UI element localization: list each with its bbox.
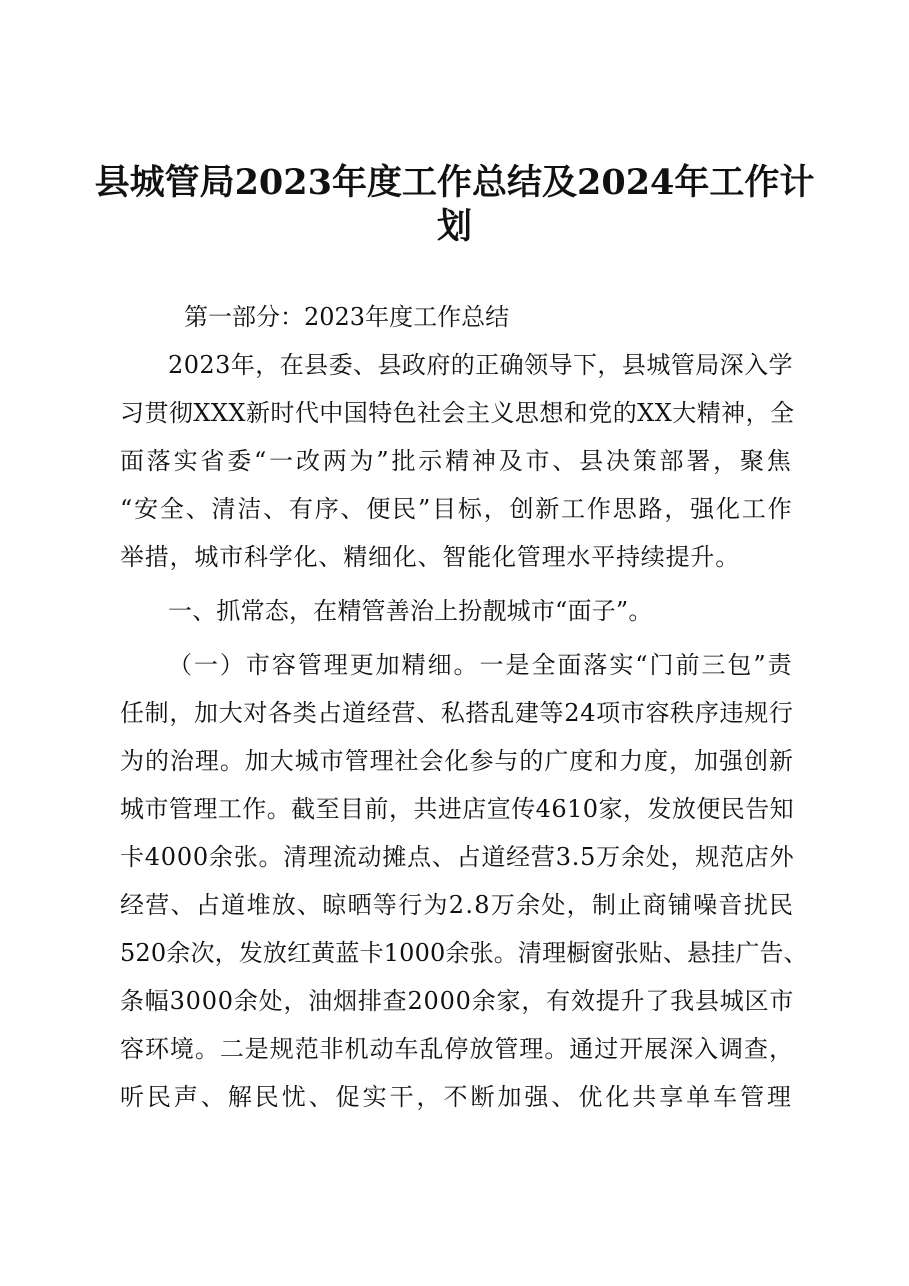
body-line-3: 为的治理。加大城市管理社会化参与的广度和力度，加强创新 xyxy=(120,747,794,775)
body-line-5: 卡4000余张。清理流动摊点、占道经营3.5万余处，规范店外 xyxy=(120,843,795,871)
body-line-1: （一）市容管理更加精细。一是全面落实“门前三包”责 xyxy=(168,651,794,679)
document-title-line-2: 划 xyxy=(436,206,472,247)
body-line-7: 520余次，发放红黄蓝卡1000余张。清理橱窗张贴、悬挂广告、 xyxy=(120,939,808,967)
body-line-10: 听民声、解民忧、促实干，不断加强、优化共享单车管理 xyxy=(120,1083,794,1111)
document-title-line-1: 县城管局2023年度工作总结及2024年工作计 xyxy=(94,162,815,203)
section-heading: 第一部分：2023年度工作总结 xyxy=(184,303,510,331)
subheading-1: 一、抓常态，在精管善治上扮靓城市“面子”。 xyxy=(168,597,653,625)
intro-line-3: 面落实省委“一改两为”批示精神及市、县决策部署，聚焦 xyxy=(120,447,794,475)
intro-line-4: “安全、清洁、有序、便民”目标，创新工作思路，强化工作 xyxy=(120,495,794,523)
body-line-6: 经营、占道堆放、晾晒等行为2.8万余处，制止商铺噪音扰民 xyxy=(120,891,795,919)
body-line-4: 城市管理工作。截至目前，共进店宣传4610家，发放便民告知 xyxy=(120,795,795,823)
intro-line-2: 习贯彻XXX新时代中国特色社会主义思想和党的XX大精神，全 xyxy=(120,399,795,427)
intro-line-5: 举措，城市科学化、精细化、智能化管理水平持续提升。 xyxy=(120,543,740,571)
body-line-8: 条幅3000余处，油烟排查2000余家，有效提升了我县城区市 xyxy=(120,987,795,1015)
body-line-2: 任制，加大对各类占道经营、私搭乱建等24项市容秩序违规行 xyxy=(120,699,794,727)
intro-line-1: 2023年，在县委、县政府的正确领导下，县城管局深入学 xyxy=(168,351,793,379)
body-line-9: 容环境。二是规范非机动车乱停放管理。通过开展深入调查， xyxy=(120,1035,794,1063)
